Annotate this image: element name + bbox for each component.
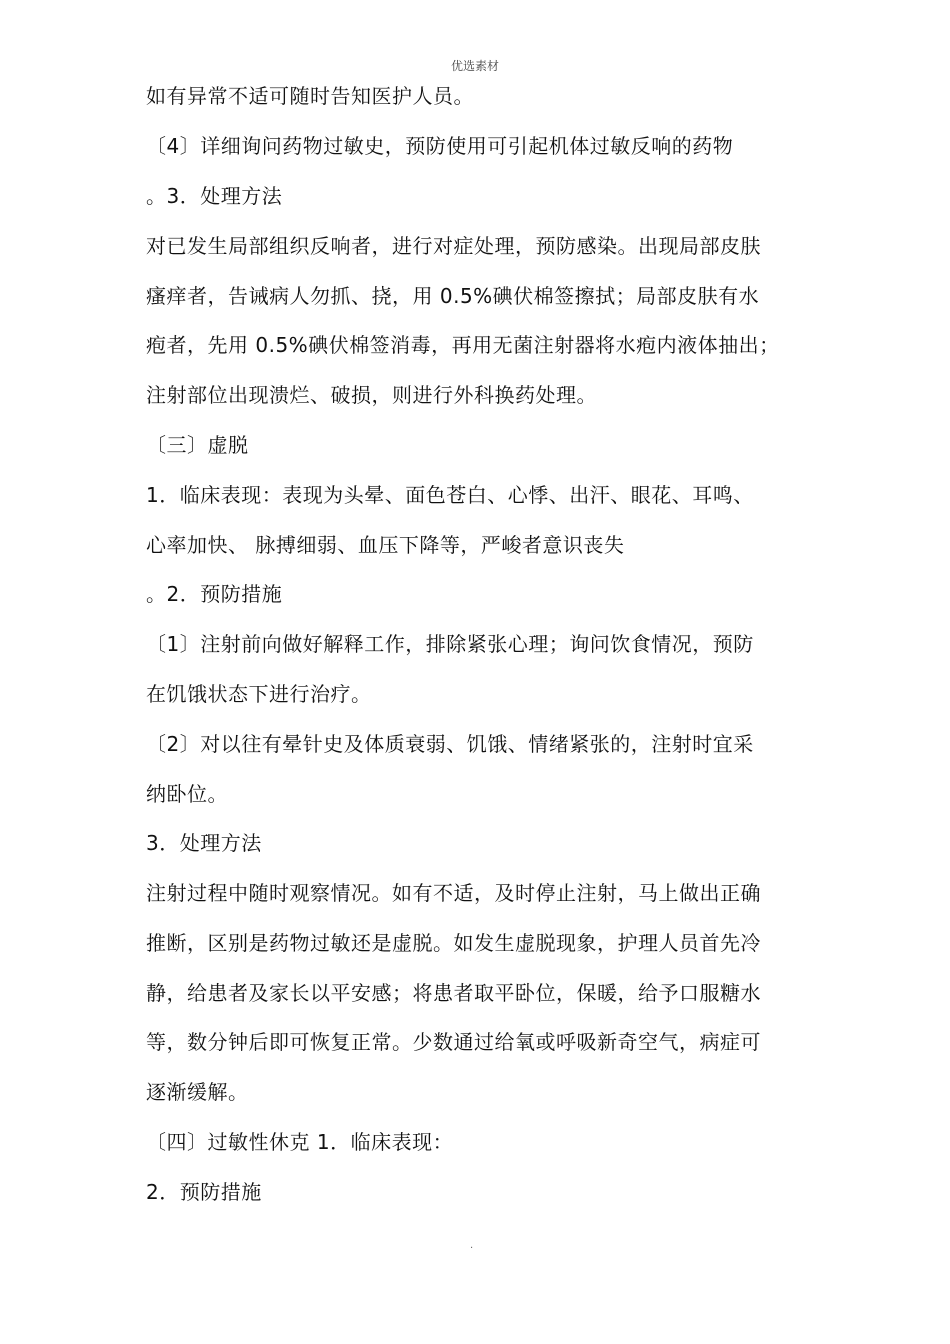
section-heading: 〔四〕过敏性休克 1．临床表现： xyxy=(146,1130,454,1154)
text-line: 〔2〕对以往有晕针史及体质衰弱、饥饿、情绪紧张的，注射时宜采 xyxy=(146,732,754,756)
text-line: 。2．预防措施 xyxy=(146,582,283,606)
text-line: 等，数分钟后即可恢复正常。少数通过给氧或呼吸新奇空气，病症可 xyxy=(146,1030,761,1054)
text-line: 推断，区别是药物过敏还是虚脱。如发生虚脱现象，护理人员首先冷 xyxy=(146,931,761,955)
text-line: 瘙痒者，告诫病人勿抓、挠，用 0.5%碘伏棉签擦拭；局部皮肤有水 xyxy=(146,284,760,308)
text-line: 静，给患者及家长以平安感；将患者取平卧位，保暖，给予口服糖水 xyxy=(146,981,761,1005)
section-heading: 〔三〕虚脱 xyxy=(146,433,249,457)
text-line: 〔1〕注射前向做好解释工作，排除紧张心理；询问饮食情况，预防 xyxy=(146,632,754,656)
text-line: 疱者，先用 0.5%碘伏棉签消毒，再用无菌注射器将水疱内液体抽出； xyxy=(146,333,780,357)
text-line: 2．预防措施 xyxy=(146,1180,262,1204)
page-footer: . xyxy=(470,1240,474,1251)
text-line: 注射部位出现溃烂、破损，则进行外科换药处理。 xyxy=(146,383,597,407)
page-header: 优选素材 xyxy=(450,59,499,73)
text-line: 逐渐缓解。 xyxy=(146,1080,249,1104)
text-line: 〔4〕详细询问药物过敏史，预防使用可引起机体过敏反响的药物 xyxy=(146,134,734,158)
text-line: 纳卧位。 xyxy=(146,782,228,806)
text-line: 1．临床表现：表现为头晕、面色苍白、心悸、出汗、眼花、耳鸣、 xyxy=(146,483,754,507)
text-line: 心率加快、 脉搏细弱、血压下降等，严峻者意识丧失 xyxy=(146,533,625,557)
text-line: 如有异常不适可随时告知医护人员。 xyxy=(146,84,474,108)
text-line: 注射过程中随时观察情况。如有不适，及时停止注射，马上做出正确 xyxy=(146,881,761,905)
text-line: 在饥饿状态下进行治疗。 xyxy=(146,682,372,706)
text-line: 对已发生局部组织反响者，进行对症处理，预防感染。出现局部皮肤 xyxy=(146,234,761,258)
text-line: 。3．处理方法 xyxy=(146,184,283,208)
text-line: 3．处理方法 xyxy=(146,831,262,855)
